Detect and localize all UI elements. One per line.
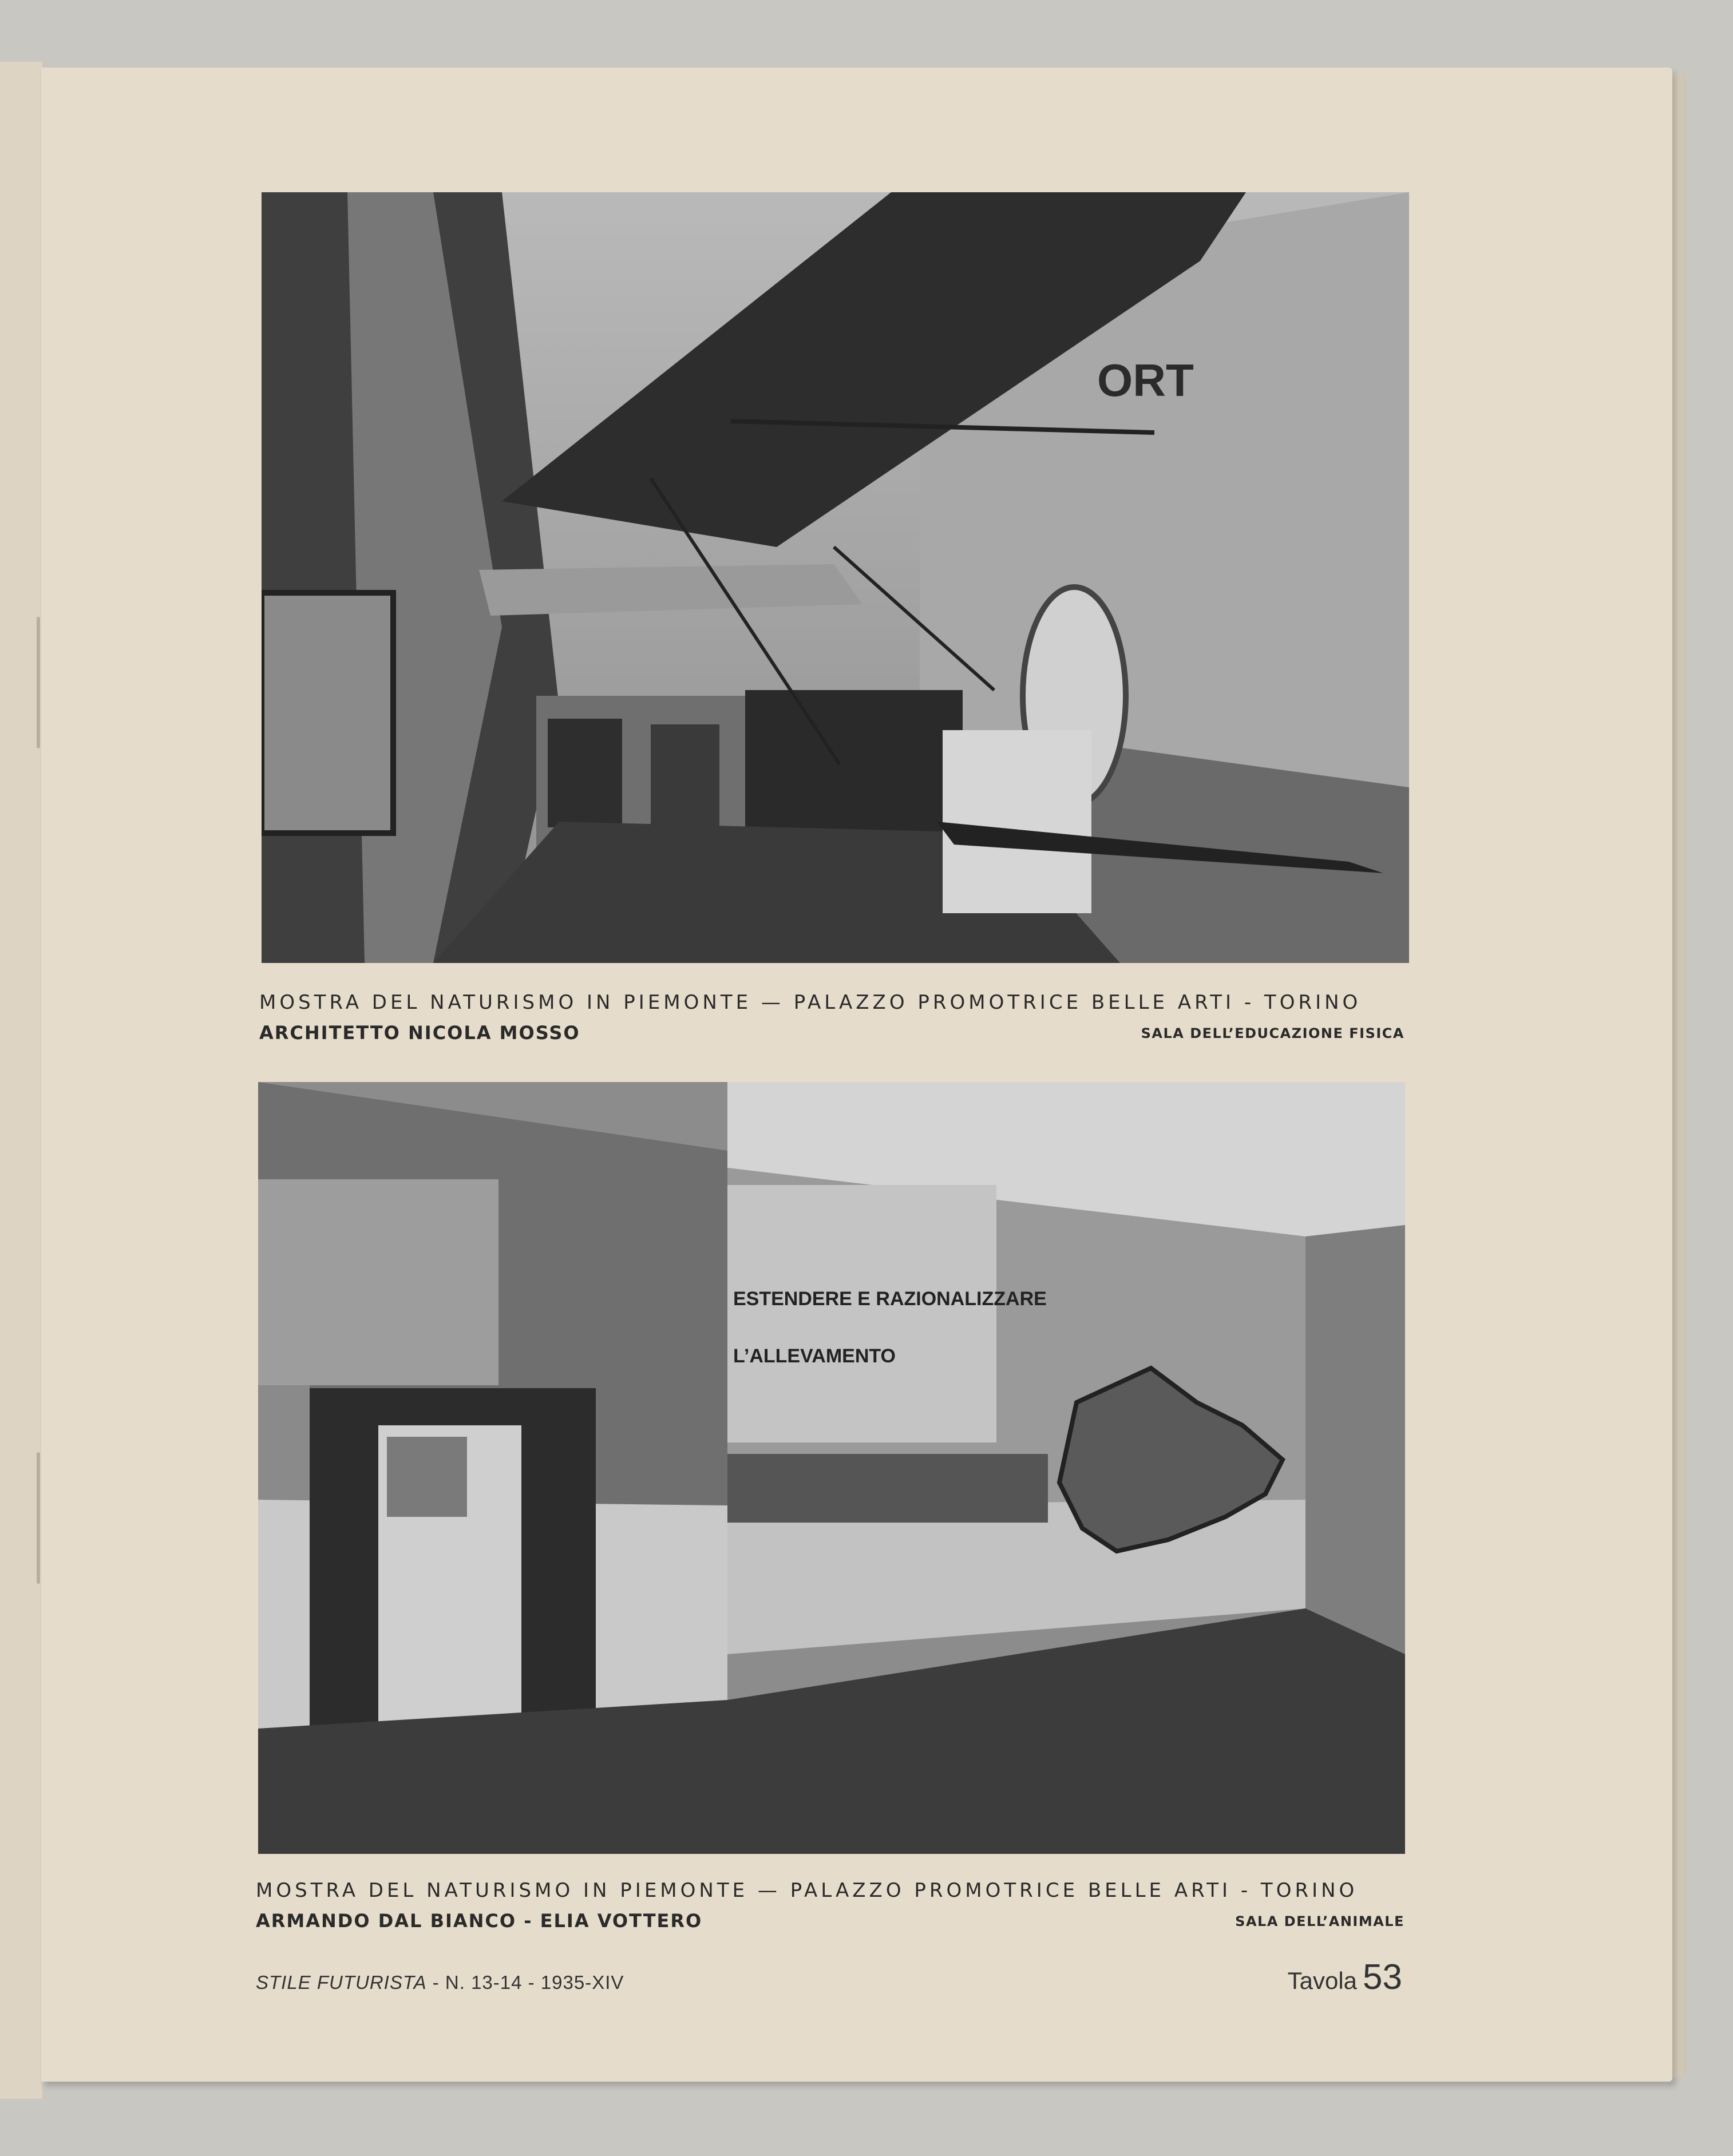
caption-author-bottom: ARMANDO DAL BIANCO - ELIA VOTTERO bbox=[256, 1910, 703, 1932]
photo-illustration bbox=[258, 1082, 1405, 1854]
photo-sala-educazione-fisica bbox=[262, 192, 1409, 963]
caption-title-top: MOSTRA DEL NATURISMO IN PIEMONTE — PALAZZO PROMOTRICE BELLE ARTI - TORINO bbox=[259, 991, 1362, 1014]
caption-room-bottom: SALA DELL’ANIMALE bbox=[1235, 1913, 1404, 1929]
photo-slogan-line2: L’ALLEVAMENTO bbox=[733, 1345, 896, 1367]
plate-label: Tavola bbox=[1287, 1967, 1358, 1994]
photo-illustration bbox=[262, 192, 1409, 963]
journal-name: STILE FUTURISTA bbox=[256, 1972, 427, 1993]
footer-journal bbox=[256, 1972, 624, 1993]
photo-sala-animale bbox=[258, 1082, 1405, 1854]
caption-title-bottom: MOSTRA DEL NATURISMO IN PIEMONTE — PALAZZO PROMOTRICE BELLE ARTI - TORINO bbox=[256, 1879, 1358, 1902]
journal-issue: - N. 13-14 - 1935-XIV bbox=[426, 1972, 624, 1993]
binding-mark bbox=[37, 1452, 40, 1584]
binding-mark bbox=[37, 617, 40, 748]
footer-plate bbox=[1288, 1957, 1402, 1998]
caption-author-top: ARCHITETTO NICOLA MOSSO bbox=[259, 1022, 580, 1044]
caption-room-top: SALA DELL’EDUCAZIONE FISICA bbox=[1141, 1025, 1404, 1041]
photo-slogan-line1: ESTENDERE E RAZIONALIZZARE bbox=[733, 1288, 1047, 1310]
page-stack-edge bbox=[1671, 74, 1686, 2077]
photo-signage-text: ORT bbox=[1097, 355, 1194, 406]
plate-number: 53 bbox=[1363, 1957, 1402, 1997]
facing-page-edge bbox=[0, 62, 43, 2099]
